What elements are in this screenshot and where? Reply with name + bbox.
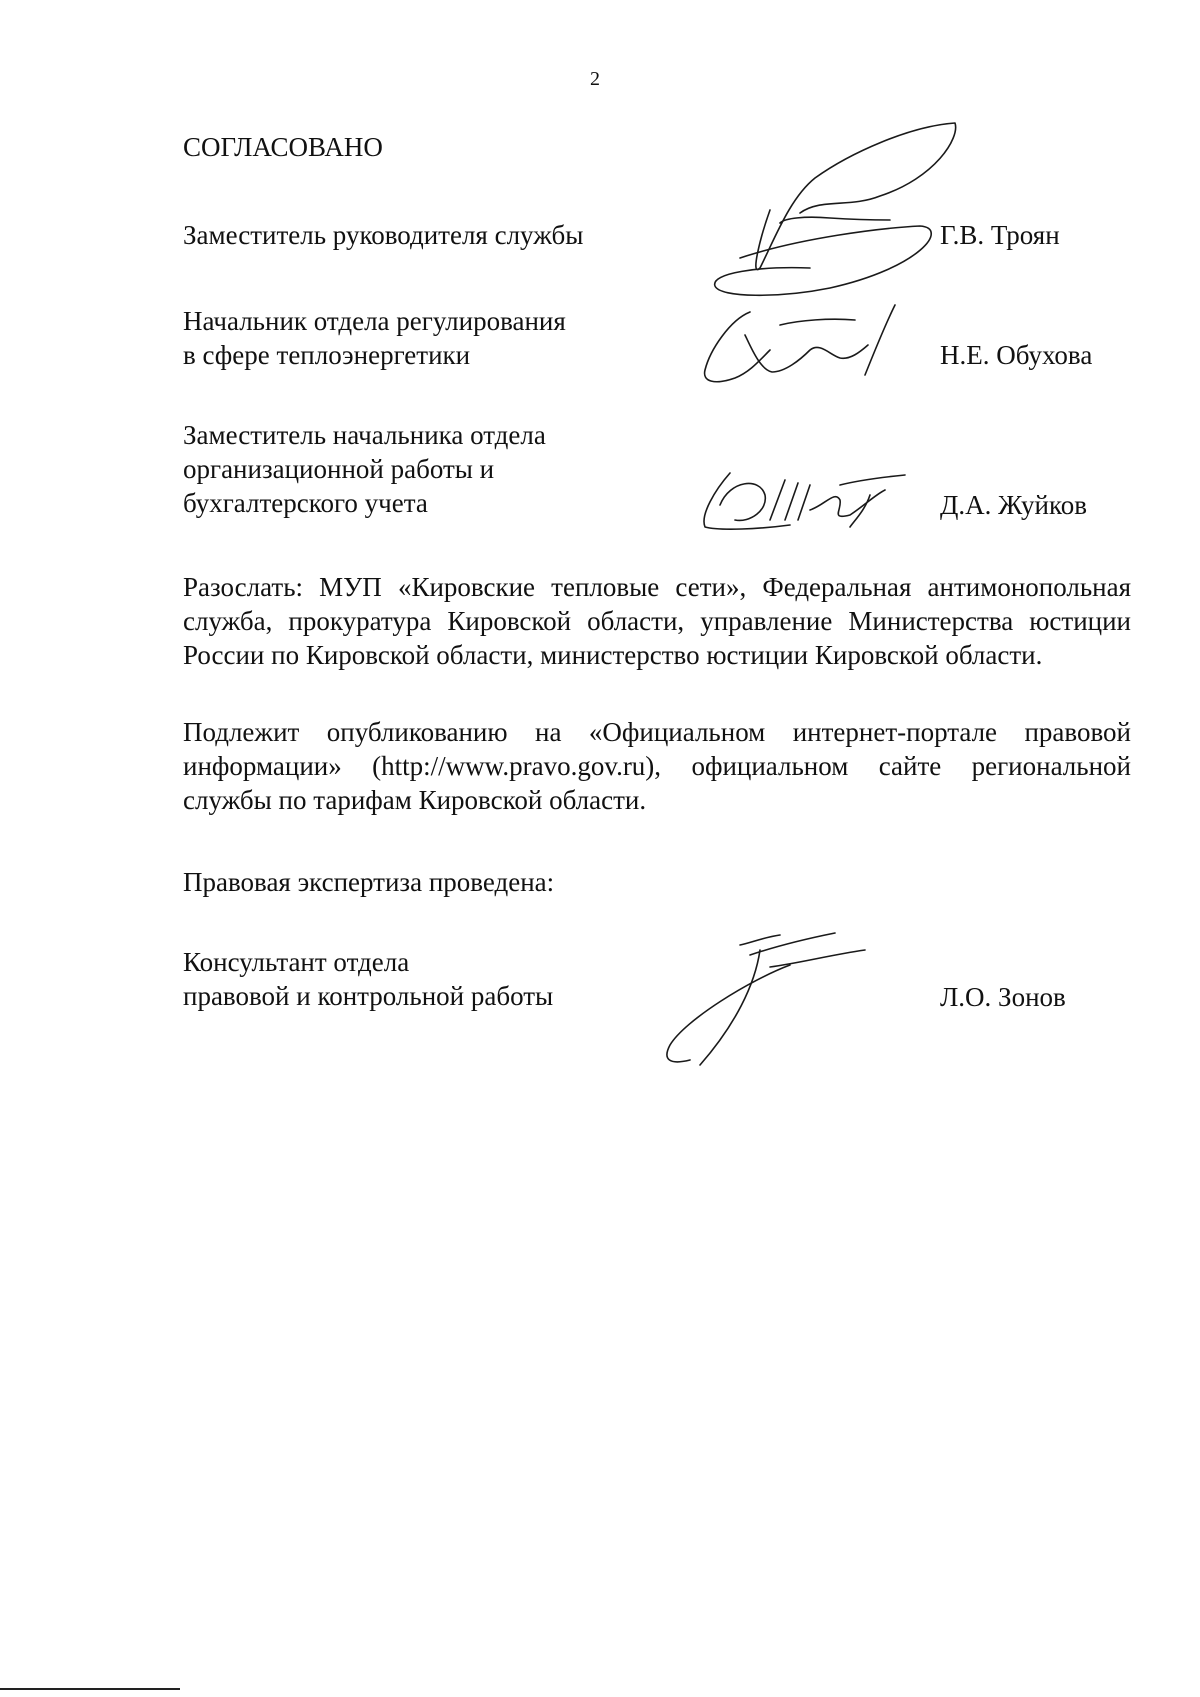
- footer-divider: [0, 1688, 180, 1690]
- position-line: Заместитель руководителя службы: [183, 220, 584, 250]
- page-number: 2: [590, 68, 600, 90]
- publication-paragraph: Подлежит опубликованию на «Официальном интернет-портале правовой информации» (http://www.pravo.gov.ru), официальном сайте региональной службы по тарифам Кировской области.: [183, 717, 1131, 815]
- signature-zhuykov: [690, 465, 910, 540]
- legal-review-heading: Правовая экспертиза проведена:: [183, 867, 555, 897]
- position-line: правовой и контрольной работы: [183, 981, 554, 1011]
- signatory-3-name: Д.А. Жуйков: [940, 490, 1087, 520]
- signatory-2-position: [183, 304, 643, 372]
- position-line: Консультант отдела: [183, 947, 410, 977]
- legal-review-position: [183, 945, 643, 1013]
- position-line: Начальник отдела регулирования: [183, 306, 566, 336]
- signature-troyan: [680, 118, 980, 318]
- position-line: бухгалтерского учета: [183, 488, 428, 518]
- signature-zonov: [640, 925, 870, 1075]
- legal-review-name: Л.О. Зонов: [940, 982, 1066, 1012]
- position-line: в сфере теплоэнергетики: [183, 340, 471, 370]
- signatory-3-position: [183, 418, 643, 520]
- distribution-paragraph: Разослать: МУП «Кировские тепловые сети», Федеральная антимонопольная служба, прокуратура Кировской области, управление Министерства юстиции России по Кировской области, министерство юстиции Кировской области.: [183, 572, 1131, 670]
- approval-heading: СОГЛАСОВАНО: [183, 132, 383, 162]
- signatory-1-position: [183, 218, 643, 252]
- signatory-1-name: Г.В. Троян: [940, 220, 1060, 250]
- signature-obukhova: [690, 300, 910, 390]
- signatory-2-name: Н.Е. Обухова: [940, 340, 1093, 370]
- position-line: Заместитель начальника отдела: [183, 420, 546, 450]
- position-line: организационной работы и: [183, 454, 495, 484]
